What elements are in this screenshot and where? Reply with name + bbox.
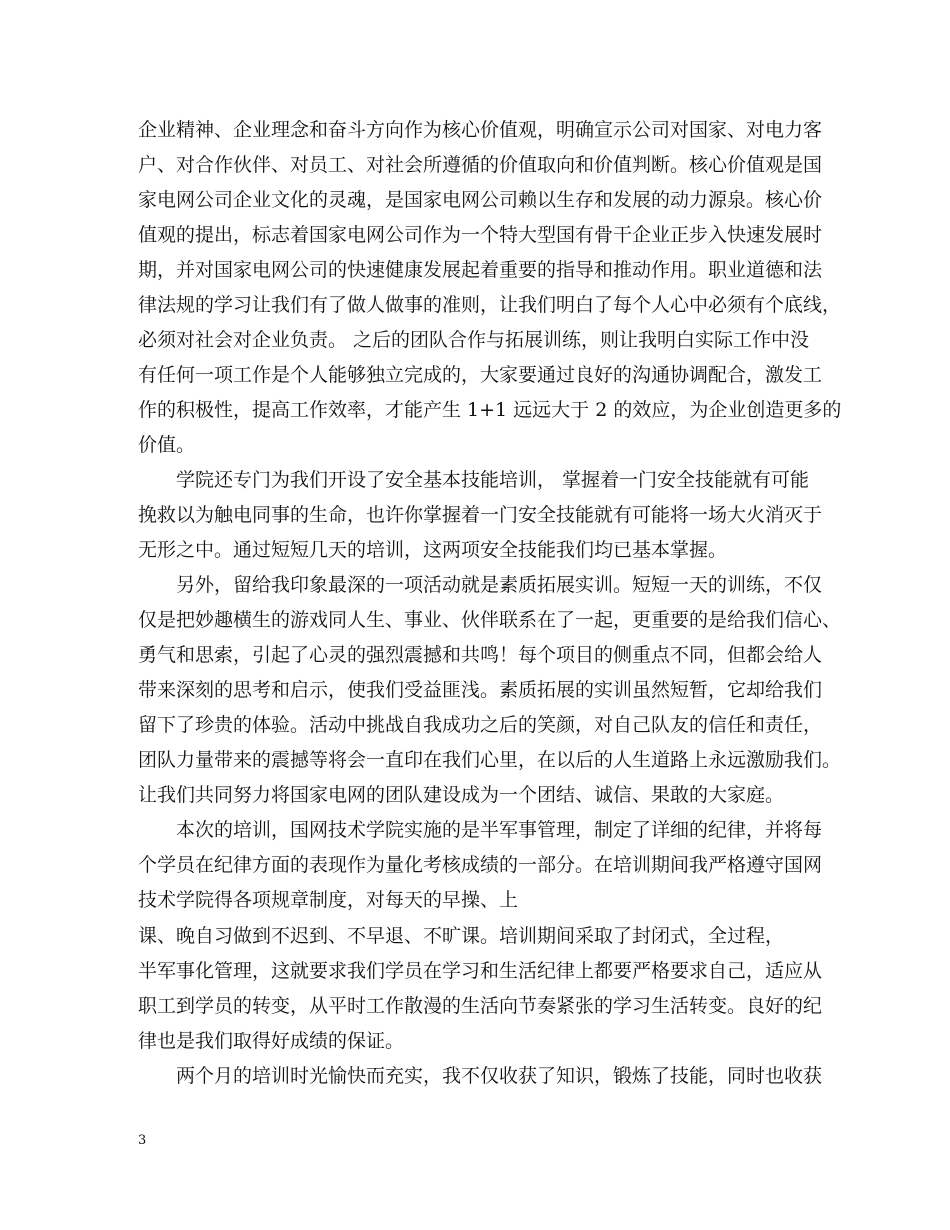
paragraph-start-line: 本次的培训，国网技术学院实施的是半军事管理，制定了详细的纪律，并将每 bbox=[176, 819, 823, 841]
paragraph-start-line: 另外，留给我印象最深的一项活动就是素质拓展实训。短短一天的训练，不仅 bbox=[176, 574, 823, 596]
text-line: 有任何一项工作是个人能够独立完成的，大家要通过良好的沟通协调配合，激发工 bbox=[138, 364, 823, 386]
text-line: 职工到学员的转变，从平时工作散漫的生活向节奏紧张的学习生活转变。良好的纪 bbox=[138, 995, 823, 1017]
text-line: 仅是把妙趣横生的游戏同人生、事业、伙伴联系在了一起，更重要的是给我们信心、 bbox=[138, 609, 842, 631]
paragraph-start-line: 两个月的培训时光愉快而充实，我不仅收获了知识，锻炼了技能，同时也收获 bbox=[176, 1065, 823, 1087]
text-line: 无形之中。通过短短几天的培训，这两项安全技能我们均已基本掌握。 bbox=[138, 539, 728, 561]
text-line: 作的积极性，提高工作效率，才能产生 1+1 远远大于 2 的效应，为企业创造更多的 bbox=[138, 399, 842, 421]
text-line: 让我们共同努力将国家电网的团队建设成为一个团结、诚信、果敢的大家庭。 bbox=[138, 784, 785, 806]
text-line: 律法规的学习让我们有了做人做事的准则，让我们明白了每个人心中必须有个底线， bbox=[138, 294, 842, 316]
text-line: 律也是我们取得好成绩的保证。 bbox=[138, 1030, 405, 1052]
page-number: 3 bbox=[138, 1133, 147, 1148]
text-line: 企业精神、企业理念和奋斗方向作为核心价值观，明确宣示公司对国家、对电力客 bbox=[138, 119, 823, 141]
text-line: 价值。 bbox=[138, 434, 196, 456]
text-line: 家电网公司企业文化的灵魂，是国家电网公司赖以生存和发展的动力源泉。核心价 bbox=[138, 189, 823, 211]
text-line: 勇气和思索，引起了心灵的强烈震撼和共鸣！每个项目的侧重点不同，但都会给人 bbox=[138, 644, 823, 666]
text-line: 必须对社会对企业负责。 之后的团队合作与拓展训练，则让我明白实际工作中没 bbox=[138, 329, 810, 351]
text-line: 课、晚自习做到不迟到、不早退、不旷课。培训期间采取了封闭式，全过程， bbox=[138, 925, 785, 947]
text-line: 个学员在纪律方面的表现作为量化考核成绩的一部分。在培训期间我严格遵守国网 bbox=[138, 854, 823, 876]
text-line: 半军事化管理，这就要求我们学员在学习和生活纪律上都要严格要求自己，适应从 bbox=[138, 960, 823, 982]
paragraph-start-line: 学院还专门为我们开设了安全基本技能培训， 掌握着一门安全技能就有可能 bbox=[176, 469, 810, 491]
text-line: 期，并对国家电网公司的快速健康发展起着重要的指导和推动作用。职业道德和法 bbox=[138, 259, 823, 281]
text-line: 户、对合作伙伴、对员工、对社会所遵循的价值取向和价值判断。核心价值观是国 bbox=[138, 154, 823, 176]
text-line: 技术学院得各项规章制度，对每天的早操、上 bbox=[138, 889, 519, 911]
text-line: 留下了珍贵的体验。活动中挑战自我成功之后的笑颜，对自己队友的信任和责任， bbox=[138, 714, 823, 736]
text-line: 值观的提出，标志着国家电网公司作为一个特大型国有骨干企业正步入快速发展时 bbox=[138, 224, 823, 246]
text-line: 挽救以为触电同事的生命，也许你掌握着一门安全技能就有可能将一场大火消灭于 bbox=[138, 504, 823, 526]
text-line: 团队力量带来的震撼等将会一直印在我们心里，在以后的人生道路上永远激励我们。 bbox=[138, 749, 842, 771]
text-line: 带来深刻的思考和启示，使我们受益匪浅。素质拓展的实训虽然短暂，它却给我们 bbox=[138, 679, 823, 701]
